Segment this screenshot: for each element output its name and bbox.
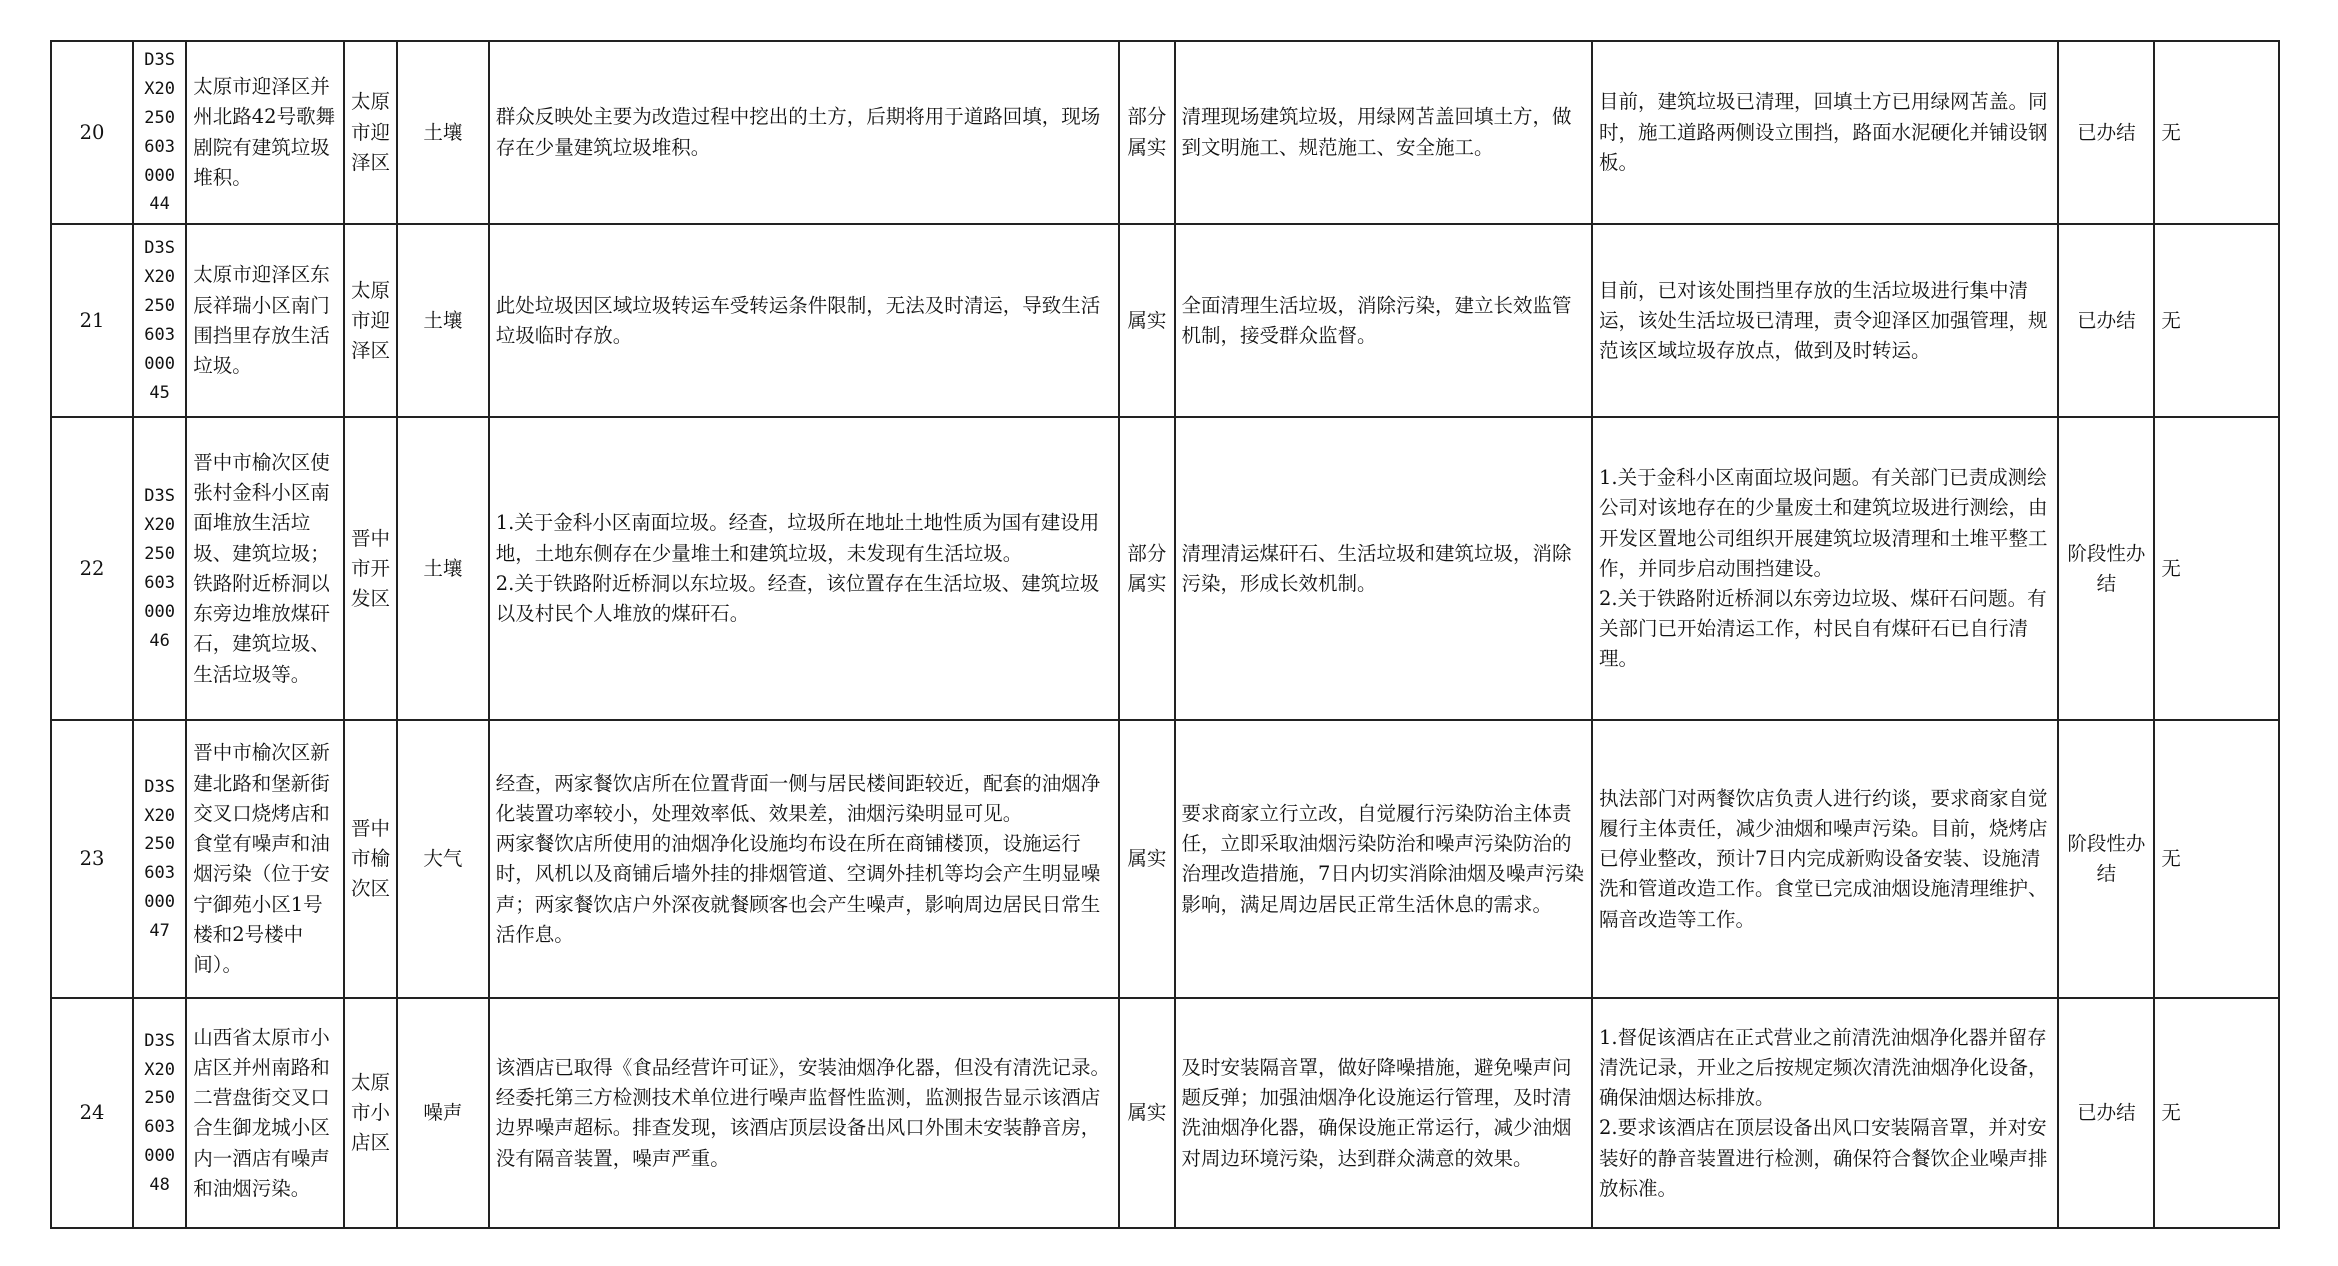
administrative-district: 太原市小店区 [344,998,397,1228]
case-id: D3SX2025060300044 [133,41,186,224]
handling-progress-paragraph: 目前，已对该处围挡里存放的生活垃圾进行集中清运，该处生活垃圾已清理，责令迎泽区加强管理，规范该区域垃圾存放点，做到及时转运。 [1599,278,2048,362]
administrative-district: 晋中市开发区 [344,417,397,720]
accountability: 无 [2154,41,2279,224]
table-row [51,720,2279,998]
complaint-location: 山西省太原市小店区并州南路和二营盘街交叉口合生御龙城小区内一酒店有噪声和油烟污染。 [186,998,344,1228]
table-body [51,41,2279,1228]
row-number: 21 [51,224,133,417]
pollution-type: 土壤 [397,224,489,417]
row-number: 20 [51,41,133,224]
table-row [51,417,2279,720]
verification-result: 属实 [1119,998,1174,1228]
handling-measures: 清理清运煤矸石、生活垃圾和建筑垃圾，消除污染，形成长效机制。 [1175,417,1592,720]
handling-progress-paragraph: 2.关于铁路附近桥洞以东旁边垃圾、煤矸石问题。有关部门已开始清运工作，村民自有煤矸石已自行清理。 [1599,586,2047,671]
complaint-table [50,40,2280,1229]
administrative-district: 太原市迎泽区 [344,41,397,224]
accountability: 无 [2154,720,2279,998]
pollution-type: 大气 [397,720,489,998]
handling-progress [1592,998,2058,1228]
table-row [51,41,2279,224]
complaint-location: 太原市迎泽区并州北路42号歌舞剧院有建筑垃圾堆积。 [186,41,344,224]
case-id: D3SX2025060300046 [133,417,186,720]
handling-progress [1592,224,2058,417]
accountability: 无 [2154,998,2279,1228]
investigation-findings [489,41,1119,224]
investigation-findings-paragraph: 2.关于铁路附近桥洞以东垃圾。经查，该位置存在生活垃圾、建筑垃圾以及村民个人堆放的煤矸石。 [495,571,1100,626]
investigation-findings-paragraph: 两家餐饮店所使用的油烟净化设施均布设在所在商铺楼顶，设施运行时，风机以及商铺后墙外挂的排烟管道、空调外挂机等均会产生明显噪声；两家餐饮店户外深夜就餐顾客也会产生噪声，影响周边居民日常生活作息。 [495,832,1101,946]
handling-progress [1592,720,2058,998]
row-number: 24 [51,998,133,1228]
complaint-location: 晋中市榆次区新建北路和堡新街交叉口烧烤店和食堂有噪声和油烟污染（位于安宁御苑小区1号楼和2号楼中间）。 [186,720,344,998]
row-number: 22 [51,417,133,720]
case-id: D3SX2025060300045 [133,224,186,417]
pollution-type: 噪声 [397,998,489,1228]
case-status: 已办结 [2058,41,2154,224]
table-row [51,998,2279,1228]
handling-measures: 要求商家立行立改，自觉履行污染防治主体责任，立即采取油烟污染防治和噪声污染防治的治理改造措施，7日内切实消除油烟及噪声污染影响，满足周边居民正常生活休息的需求。 [1175,720,1592,998]
investigation-findings-paragraph: 该酒店已取得《食品经营许可证》，安装油烟净化器，但没有清洗记录。经委托第三方检测技术单位进行噪声监督性监测，监测报告显示该酒店边界噪声超标。排查发现，该酒店顶层设备出风口外围未安装静音房，没有隔音装置，噪声严重。 [495,1055,1110,1170]
accountability: 无 [2154,417,2279,720]
investigation-findings-paragraph: 经查，两家餐饮店所在位置背面一侧与居民楼间距较近，配套的油烟净化装置功率较小，处理效率低、效果差，油烟污染明显可见。 [495,771,1101,825]
complaint-location: 太原市迎泽区东辰祥瑞小区南门围挡里存放生活垃圾。 [186,224,344,417]
handling-measures: 清理现场建筑垃圾，用绿网苫盖回填土方，做到文明施工、规范施工、安全施工。 [1175,41,1592,224]
accountability: 无 [2154,224,2279,417]
handling-measures: 全面清理生活垃圾，消除污染，建立长效监管机制，接受群众监督。 [1175,224,1592,417]
handling-progress [1592,41,2058,224]
investigation-findings [489,998,1119,1228]
investigation-findings-paragraph: 群众反映处主要为改造过程中挖出的土方，后期将用于道路回填，现场存在少量建筑垃圾堆积。 [495,105,1101,159]
complaint-location: 晋中市榆次区使张村金科小区南面堆放生活垃圾、建筑垃圾；铁路附近桥洞以东旁边堆放煤矸石，建筑垃圾、生活垃圾等。 [186,417,344,720]
investigation-findings [489,224,1119,417]
case-status: 已办结 [2058,224,2154,417]
case-status: 阶段性办结 [2058,417,2154,720]
case-id: D3SX2025060300047 [133,720,186,998]
case-id: D3SX2025060300048 [133,998,186,1228]
investigation-findings-paragraph: 此处垃圾因区域垃圾转运车受转运条件限制，无法及时清运，导致生活垃圾临时存放。 [495,293,1101,347]
investigation-findings-paragraph: 1.关于金科小区南面垃圾。经查，垃圾所在地址土地性质为国有建设用地，土地东侧存在少量堆土和建筑垃圾，未发现有生活垃圾。 [495,511,1100,565]
handling-progress-paragraph: 执法部门对两餐饮店负责人进行约谈，要求商家自觉履行主体责任，减少油烟和噪声污染。目前，烧烤店已停业整改，预计7日内完成新购设备安装、设施清洗和管道改造工作。食堂已完成油烟设施清理维护、隔音改造等工作。 [1599,786,2048,931]
administrative-district: 太原市迎泽区 [344,224,397,417]
verification-result: 部分属实 [1119,41,1174,224]
row-number: 23 [51,720,133,998]
handling-measures: 及时安装隔音罩，做好降噪措施，避免噪声问题反弹；加强油烟净化设施运行管理，及时清洗油烟净化器，确保设施正常运行，减少油烟对周边环境污染，达到群众满意的效果。 [1175,998,1592,1228]
case-status: 已办结 [2058,998,2154,1228]
administrative-district: 晋中市榆次区 [344,720,397,998]
handling-progress-paragraph: 2.要求该酒店在顶层设备出风口安装隔音罩，并对安装好的静音装置进行检测，确保符合餐饮企业噪声排放标准。 [1599,1116,2048,1200]
verification-result: 部分属实 [1119,417,1174,720]
pollution-type: 土壤 [397,417,489,720]
investigation-findings [489,417,1119,720]
handling-progress [1592,417,2058,720]
investigation-findings [489,720,1119,998]
verification-result: 属实 [1119,224,1174,417]
case-status: 阶段性办结 [2058,720,2154,998]
handling-progress-paragraph: 1.督促该酒店在正式营业之前清洗油烟净化器并留存清洗记录，开业之后按规定频次清洗油烟净化设备，确保油烟达标排放。 [1599,1025,2048,1110]
table-row [51,224,2279,417]
pollution-type: 土壤 [397,41,489,224]
handling-progress-paragraph: 1.关于金科小区南面垃圾问题。有关部门已责成测绘公司对该地存在的少量废土和建筑垃圾进行测绘，由开发区置地公司组织开展建筑垃圾清理和土堆平整工作，并同步启动围挡建设。 [1599,466,2048,580]
verification-result: 属实 [1119,720,1174,998]
handling-progress-paragraph: 目前，建筑垃圾已清理，回填土方已用绿网苫盖。同时，施工道路两侧设立围挡，路面水泥硬化并铺设钢板。 [1599,90,2048,174]
